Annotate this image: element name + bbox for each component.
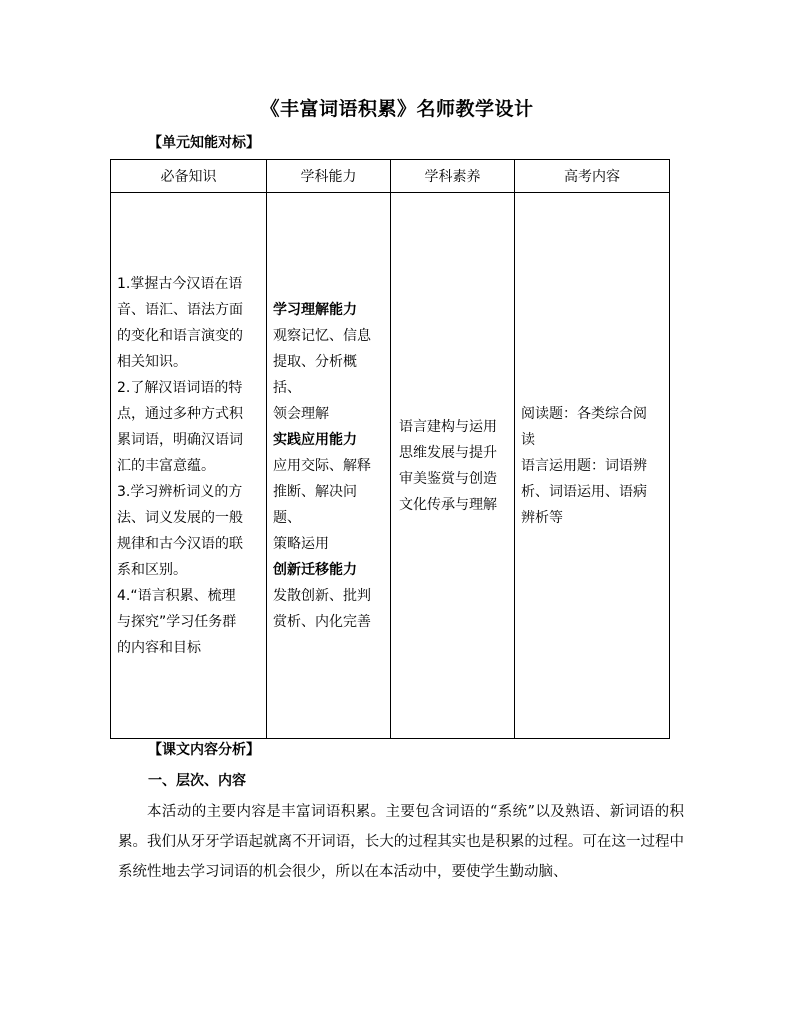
knowledge-line: 相关知识。 bbox=[117, 353, 187, 370]
ability-heading: 实践应用能力 bbox=[273, 431, 357, 448]
knowledge-line: 2.了解汉语词语的特 bbox=[117, 379, 243, 396]
knowledge-line: 的内容和目标 bbox=[117, 639, 201, 656]
table-header-row bbox=[111, 160, 670, 193]
exam-line: 辨析等 bbox=[521, 509, 563, 526]
knowledge-line: 音、语汇、语法方面 bbox=[117, 301, 243, 318]
body-paragraph: 本活动的主要内容是丰富词语积累。主要包含词语的“系统”以及熟语、新词语的积累。我们从牙牙学语起就离不开词语，长大的过程其实也是积累的过程。可在这一过程中系统性地去学习词语的机会很少，所以在本活动中，要使学生勤动脑、 bbox=[118, 804, 684, 880]
knowledge-line: 点，通过多种方式积 bbox=[117, 405, 243, 422]
knowledge-line: 累词语，明确汉语词 bbox=[117, 431, 243, 448]
knowledge-line: 系和区别。 bbox=[117, 561, 187, 578]
knowledge-cell bbox=[111, 193, 267, 739]
ability-line: 策略运用 bbox=[273, 535, 329, 552]
ability-heading: 创新迁移能力 bbox=[273, 561, 357, 578]
unit-targets-table bbox=[110, 159, 670, 739]
ability-line: 领会理解 bbox=[273, 405, 329, 422]
literacy-line: 审美鉴赏与创造 bbox=[399, 470, 497, 487]
knowledge-line: 规律和古今汉语的联 bbox=[117, 535, 243, 552]
table-row bbox=[111, 193, 670, 739]
knowledge-line: 1.掌握古今汉语在语 bbox=[117, 275, 243, 292]
knowledge-line: 汇的丰富意蕴。 bbox=[117, 457, 215, 474]
exam-line: 读 bbox=[521, 431, 535, 448]
exam-line: 语言运用题：词语辨 bbox=[521, 457, 647, 474]
section-heading-unit-targets: 【单元知能对标】 bbox=[148, 135, 260, 151]
header-exam: 高考内容 bbox=[515, 160, 670, 193]
ability-line: 应用交际、解释 bbox=[273, 457, 371, 474]
exam-line: 阅读题：各类综合阅 bbox=[521, 405, 647, 422]
ability-heading: 学习理解能力 bbox=[273, 301, 357, 318]
ability-line: 赏析、内化完善 bbox=[273, 613, 371, 630]
exam-cell bbox=[515, 193, 670, 739]
section-heading-content-analysis: 【课文内容分析】 bbox=[148, 742, 260, 758]
knowledge-line: 法、词义发展的一般 bbox=[117, 509, 243, 526]
knowledge-line: 4.“语言积累、梳理 bbox=[117, 587, 236, 604]
literacy-line: 文化传承与理解 bbox=[399, 496, 497, 513]
ability-line: 观察记忆、信息 bbox=[273, 327, 371, 344]
literacy-line: 语言建构与运用 bbox=[399, 418, 497, 435]
header-ability: 学科能力 bbox=[267, 160, 391, 193]
knowledge-line: 的变化和语言演变的 bbox=[117, 327, 243, 344]
ability-line: 提取、分析概括、 bbox=[273, 353, 357, 396]
header-knowledge: 必备知识 bbox=[111, 160, 267, 193]
ability-line: 推断、解决问题、 bbox=[273, 483, 357, 526]
header-literacy: 学科素养 bbox=[391, 160, 515, 193]
literacy-cell bbox=[391, 193, 515, 739]
knowledge-line: 与探究”学习任务群 bbox=[117, 613, 237, 630]
ability-cell bbox=[267, 193, 391, 739]
exam-line: 析、词语运用、语病 bbox=[521, 483, 647, 500]
subsection-heading-levels: 一、层次、内容 bbox=[148, 773, 246, 789]
ability-line: 发散创新、批判 bbox=[273, 587, 371, 604]
literacy-line: 思维发展与提升 bbox=[399, 444, 497, 461]
knowledge-line: 3.学习辨析词义的方 bbox=[117, 483, 243, 500]
document-title: 《丰富词语积累》名师教学设计 bbox=[260, 98, 534, 120]
